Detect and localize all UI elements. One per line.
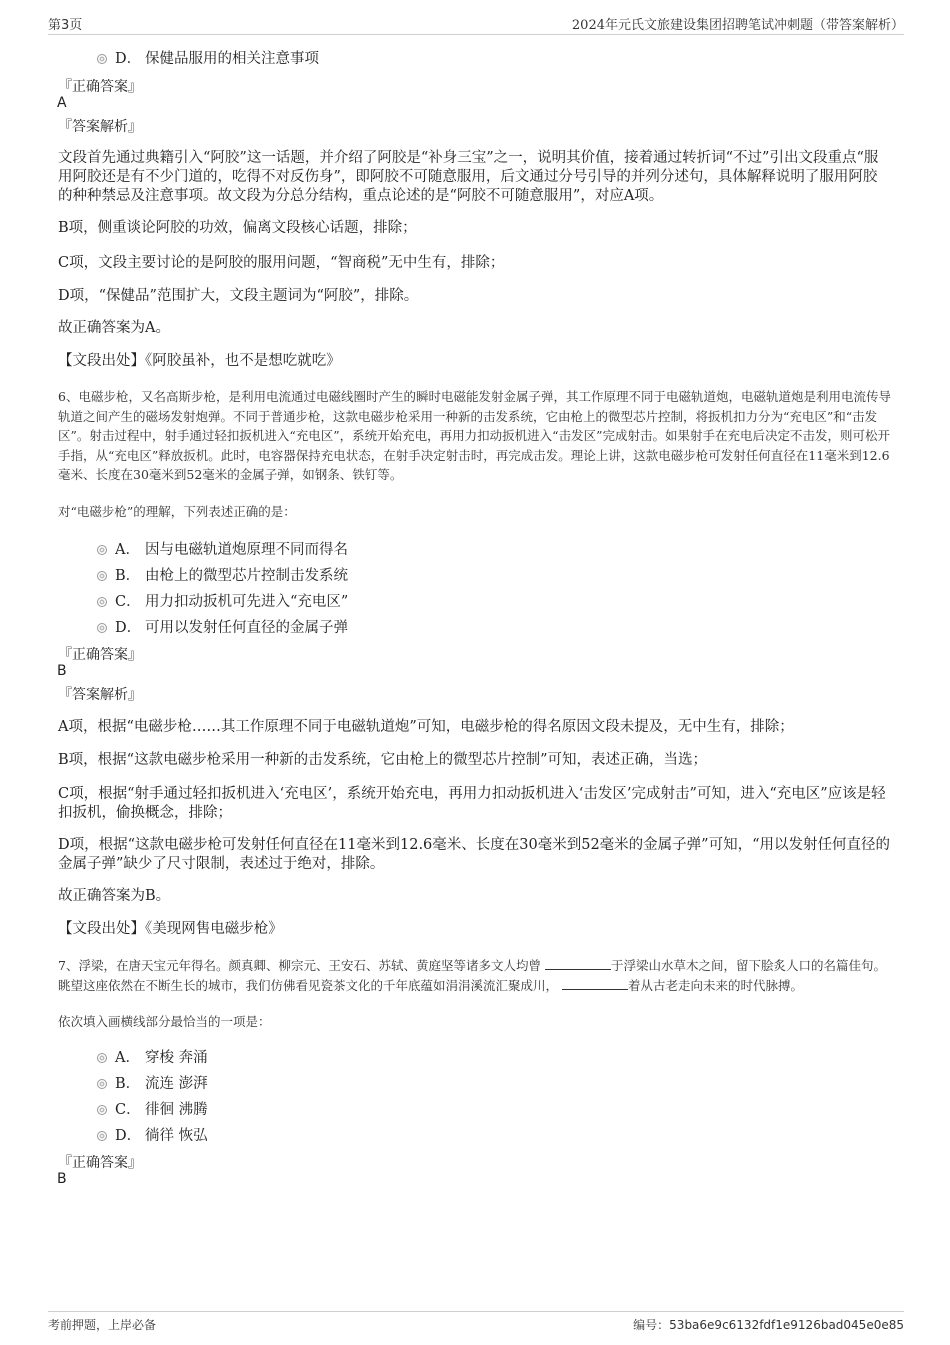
document-code: 编号：53ba6e9c6132fdf1e9126bad045e0e85 — [633, 1318, 904, 1332]
q5-answer-label: 『正确答案』 — [58, 79, 142, 95]
q7-option-d[interactable]: D． 徜徉 恢弘 — [97, 1124, 208, 1145]
fill-blank-2 — [562, 977, 628, 990]
radio-icon[interactable] — [97, 623, 107, 633]
page-header — [48, 14, 904, 35]
q6-option-c[interactable]: C． 用力扣动扳机可先进入“充电区” — [97, 590, 348, 611]
radio-icon[interactable] — [97, 1053, 107, 1063]
q7-question: 依次填入画横线部分最恰当的一项是： — [58, 1014, 271, 1029]
q7-option-b[interactable]: B． 流连 澎湃 — [97, 1072, 208, 1093]
q6-analysis-label: 『答案解析』 — [58, 687, 142, 703]
q5-answer: A — [57, 95, 67, 111]
q5-analysis-c: C项，文段主要讨论的是阿胶的服用问题，“智商税”无中生有，排除； — [58, 255, 505, 271]
q7-answer-label: 『正确答案』 — [58, 1155, 142, 1171]
fill-blank-1 — [545, 957, 611, 970]
q6-option-d[interactable]: D． 可用以发射任何直径的金属子弹 — [97, 616, 348, 637]
q6-option-b[interactable]: B． 由枪上的微型芯片控制击发系统 — [97, 564, 348, 585]
radio-icon[interactable] — [97, 54, 107, 64]
q6-answer-label: 『正确答案』 — [58, 647, 142, 663]
q6-analysis-a: A项，根据“电磁步枪……其工作原理不同于电磁轨道炮”可知，电磁步枪的得名原因文段未提及，无中生有，排除； — [58, 719, 794, 735]
q6-analysis-b: B项，根据“这款电磁步枪采用一种新的击发系统，它由枪上的微型芯片控制”可知，表述正确，当选； — [58, 752, 707, 768]
radio-icon[interactable] — [97, 597, 107, 607]
q6-stem: 6、电磁步枪，又名高斯步枪，是利用电流通过电磁线圈时产生的瞬时电磁能发射金属子弹，其工作原理不同于电磁轨道炮，电磁轨道炮是利用电流传导轨道之间产生的磁场发射炮弹。不同于普通步枪，这款电磁步枪采用一种新的击发系统，它由枪上的微型芯片控制，将扳机扣力分为“充电区”和“击发区”。射击过程中，射手通过轻扣扳机进入“充电区”，系统开始充电，再用力扣动扳机进入“击发区”完成射击。如果射手在充电后决定不击发，则可松开手指，从“充电区”释放扳机。此时，电容器保持充电状态，在射手决定射击时，再完成击发。理论上讲，这款电磁步枪可发射任何直径在11毫米到12.6毫米、长度在30毫米到52毫米的金属子弹，如钢条、铁钉等。 — [58, 389, 891, 482]
radio-icon[interactable] — [97, 1131, 107, 1141]
q6-analysis-d: D项，根据“这款电磁步枪可发射任何直径在11毫米到12.6毫米、长度在30毫米到52毫米的金属子弹”可知，“用以发射任何直径的金属子弹”缺少了尺寸限制，表述过于绝对，排除。 — [58, 837, 890, 872]
q5-conclusion: 故正确答案为A。 — [58, 320, 170, 336]
q7-answer: B — [57, 1171, 67, 1187]
q5-option-d[interactable]: D． 保健品服用的相关注意事项 — [97, 47, 319, 68]
q5-analysis-d: D项，“保健品”范围扩大，文段主题词为“阿胶”，排除。 — [58, 288, 419, 304]
q6-answer: B — [57, 663, 67, 679]
radio-icon[interactable] — [97, 545, 107, 555]
q5-analysis-label: 『答案解析』 — [58, 119, 142, 135]
q7-option-c[interactable]: C． 徘徊 沸腾 — [97, 1098, 208, 1119]
document-title: 2024年元氏文旅建设集团招聘笔试冲刺题（带答案解析） — [571, 18, 904, 33]
radio-icon[interactable] — [97, 1105, 107, 1115]
radio-icon[interactable] — [97, 571, 107, 581]
page-footer — [48, 1311, 904, 1332]
q6-source: 【文段出处】《美现网售电磁步枪》 — [58, 921, 283, 937]
footer-slogan: 考前押题，上岸必备 — [48, 1318, 157, 1332]
q5-source: 【文段出处】《阿胶虽补，也不是想吃就吃》 — [58, 353, 341, 369]
q6-analysis-c: C项，根据“射手通过轻扣扳机进入‘充电区’，系统开始充电，再用力扣动扳机进入‘击发区’完成射击”可知，进入“充电区”应该是轻扣扳机，偷换概念，排除； — [58, 786, 886, 821]
q6-question: 对“电磁步枪”的理解，下列表述正确的是： — [58, 504, 296, 519]
q7-stem: 7、浮梁，在唐天宝元年得名。颜真卿、柳宗元、王安石、苏轼、黄庭坚等诸多文人均曾 于浮梁山水草木之间，留下脍炙人口的名篇佳句。眺望这座依然在不断生长的城市，我们仿佛看见瓷茶文化的千年底蕴如涓涓溪流汇聚成川， 着从古老走向未来的时代脉搏。 — [58, 958, 886, 993]
radio-icon[interactable] — [97, 1079, 107, 1089]
q6-conclusion: 故正确答案为B。 — [58, 888, 171, 904]
q7-option-a[interactable]: A． 穿梭 奔涌 — [97, 1046, 208, 1067]
q5-analysis-b: B项，侧重谈论阿胶的功效，偏离文段核心话题，排除； — [58, 220, 417, 236]
q6-option-a[interactable]: A． 因与电磁轨道炮原理不同而得名 — [97, 538, 348, 559]
q5-analysis-paragraph: 文段首先通过典籍引入“阿胶”这一话题，并介绍了阿胶是“补身三宝”之一，说明其价值，接着通过转折词“不过”引出文段重点“服用阿胶还是有不少门道的，吃得不对反伤身”，即阿胶不可随意服用，后文通过分号引导的并列分述句，具体解释说明了服用阿胶的种种禁忌及注意事项。故文段为分总分结构，重点论述的是“阿胶不可随意服用”，对应A项。 — [58, 150, 879, 204]
page-number: 第3页 — [48, 18, 83, 33]
